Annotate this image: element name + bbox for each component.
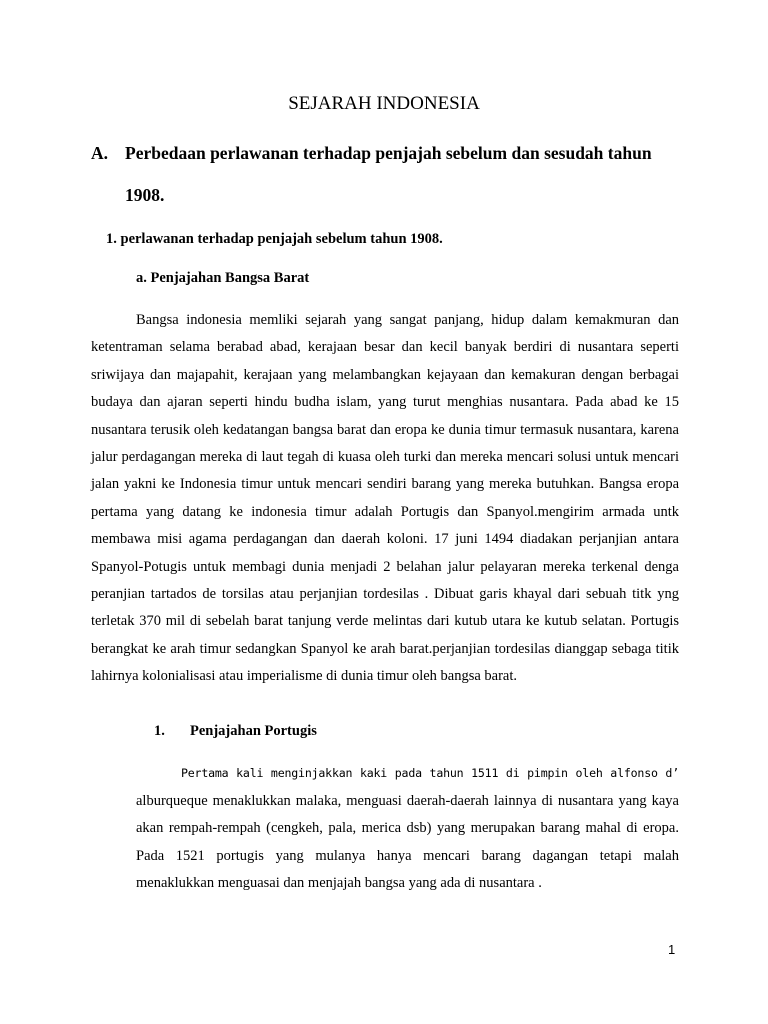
paragraph-portugis-first-line: Pertama kali menginjakkan kaki pada tahun 1511 di pimpin oleh alfonso d’: [181, 766, 679, 780]
section-a-heading: [91, 141, 691, 165]
portugis-heading: [154, 721, 317, 741]
paragraph-portugis-rest: alburqueque menaklukkan malaka, menguasi daerah-daerah lainnya di nusantara yang kaya akan rempah-rempah (cengkeh, pala, merica dsb) yang merupakan barang mahal di eropa. Pada 1521 portugis yang mulanya hanya mencari barang dagangan tetapi malah menaklukkan menguasai dan menjajah bangsa yang ada di nusantara .: [136, 792, 679, 891]
portugis-heading-number: 1.: [154, 723, 165, 739]
section-a-heading-line2: 1908.: [125, 185, 165, 205]
page-number: 1: [668, 942, 676, 957]
section-a-letter: A.: [91, 143, 109, 163]
section-a-heading-line1: Perbedaan perlawanan terhadap penjajah sebelum dan sesudah tahun: [125, 143, 652, 163]
portugis-heading-label: Penjajahan Portugis: [190, 723, 317, 739]
paragraph-portugis: [136, 760, 679, 898]
subsection-a-heading: a. Penjajahan Bangsa Barat: [136, 270, 310, 286]
subsection-1-heading: 1. perlawanan terhadap penjajah sebelum tahun 1908.: [106, 231, 443, 247]
paragraph-bangsa-barat: Bangsa indonesia memliki sejarah yang sangat panjang, hidup dalam kemakmuran dan ketentraman selama berabad abad, kerajaan besar dan kecil banyak berdiri di nusantara seperti sriwijaya dan majapahit, kerajaan yang melambangkan kejayaan dan kemakuran dengan berbagai budaya dan ajaran seperti hindu budha islam, yang turut menghias nusantara. Pada abad ke 15 nusantara terusik oleh kedatangan bangsa barat dan eropa ke dunia timur termasuk nusantara, karena jalur perdagangan mereka di laut tegah di kuasa oleh turki dan mereka mencari solusi untuk mencari jalan yakni ke Indonesia timur untuk mencari sendiri barang yang mereka butuhkan. Bangsa eropa pertama yang datang ke indonesia timur adalah Portugis dan Spanyol.mengirim armada untk membawa misi agama perdagangan dan daerah koloni. 17 juni 1494 diadakan perjanjian antara Spanyol-Potugis untuk membagi dunia menjadi 2 belahan jalur pelayaran mereka terkenal denga peranjian tartados de torsilas atau perjanjian tordesilas . Dibuat garis khayal dari sebuah titk yng terletak 370 mil di sebelah barat tanjung verde melintas dari kutub utara ke kutub selatan. Portugis berangkat ke arah timur sedangkan Spanyol ke arah barat.perjanjian tordesilas dianggap sebaga titik lahirnya kolonialisasi atau imperialisme di dunia timur oleh bangsa barat.: [91, 312, 679, 685]
document-title: SEJARAH INDONESIA: [288, 93, 480, 114]
